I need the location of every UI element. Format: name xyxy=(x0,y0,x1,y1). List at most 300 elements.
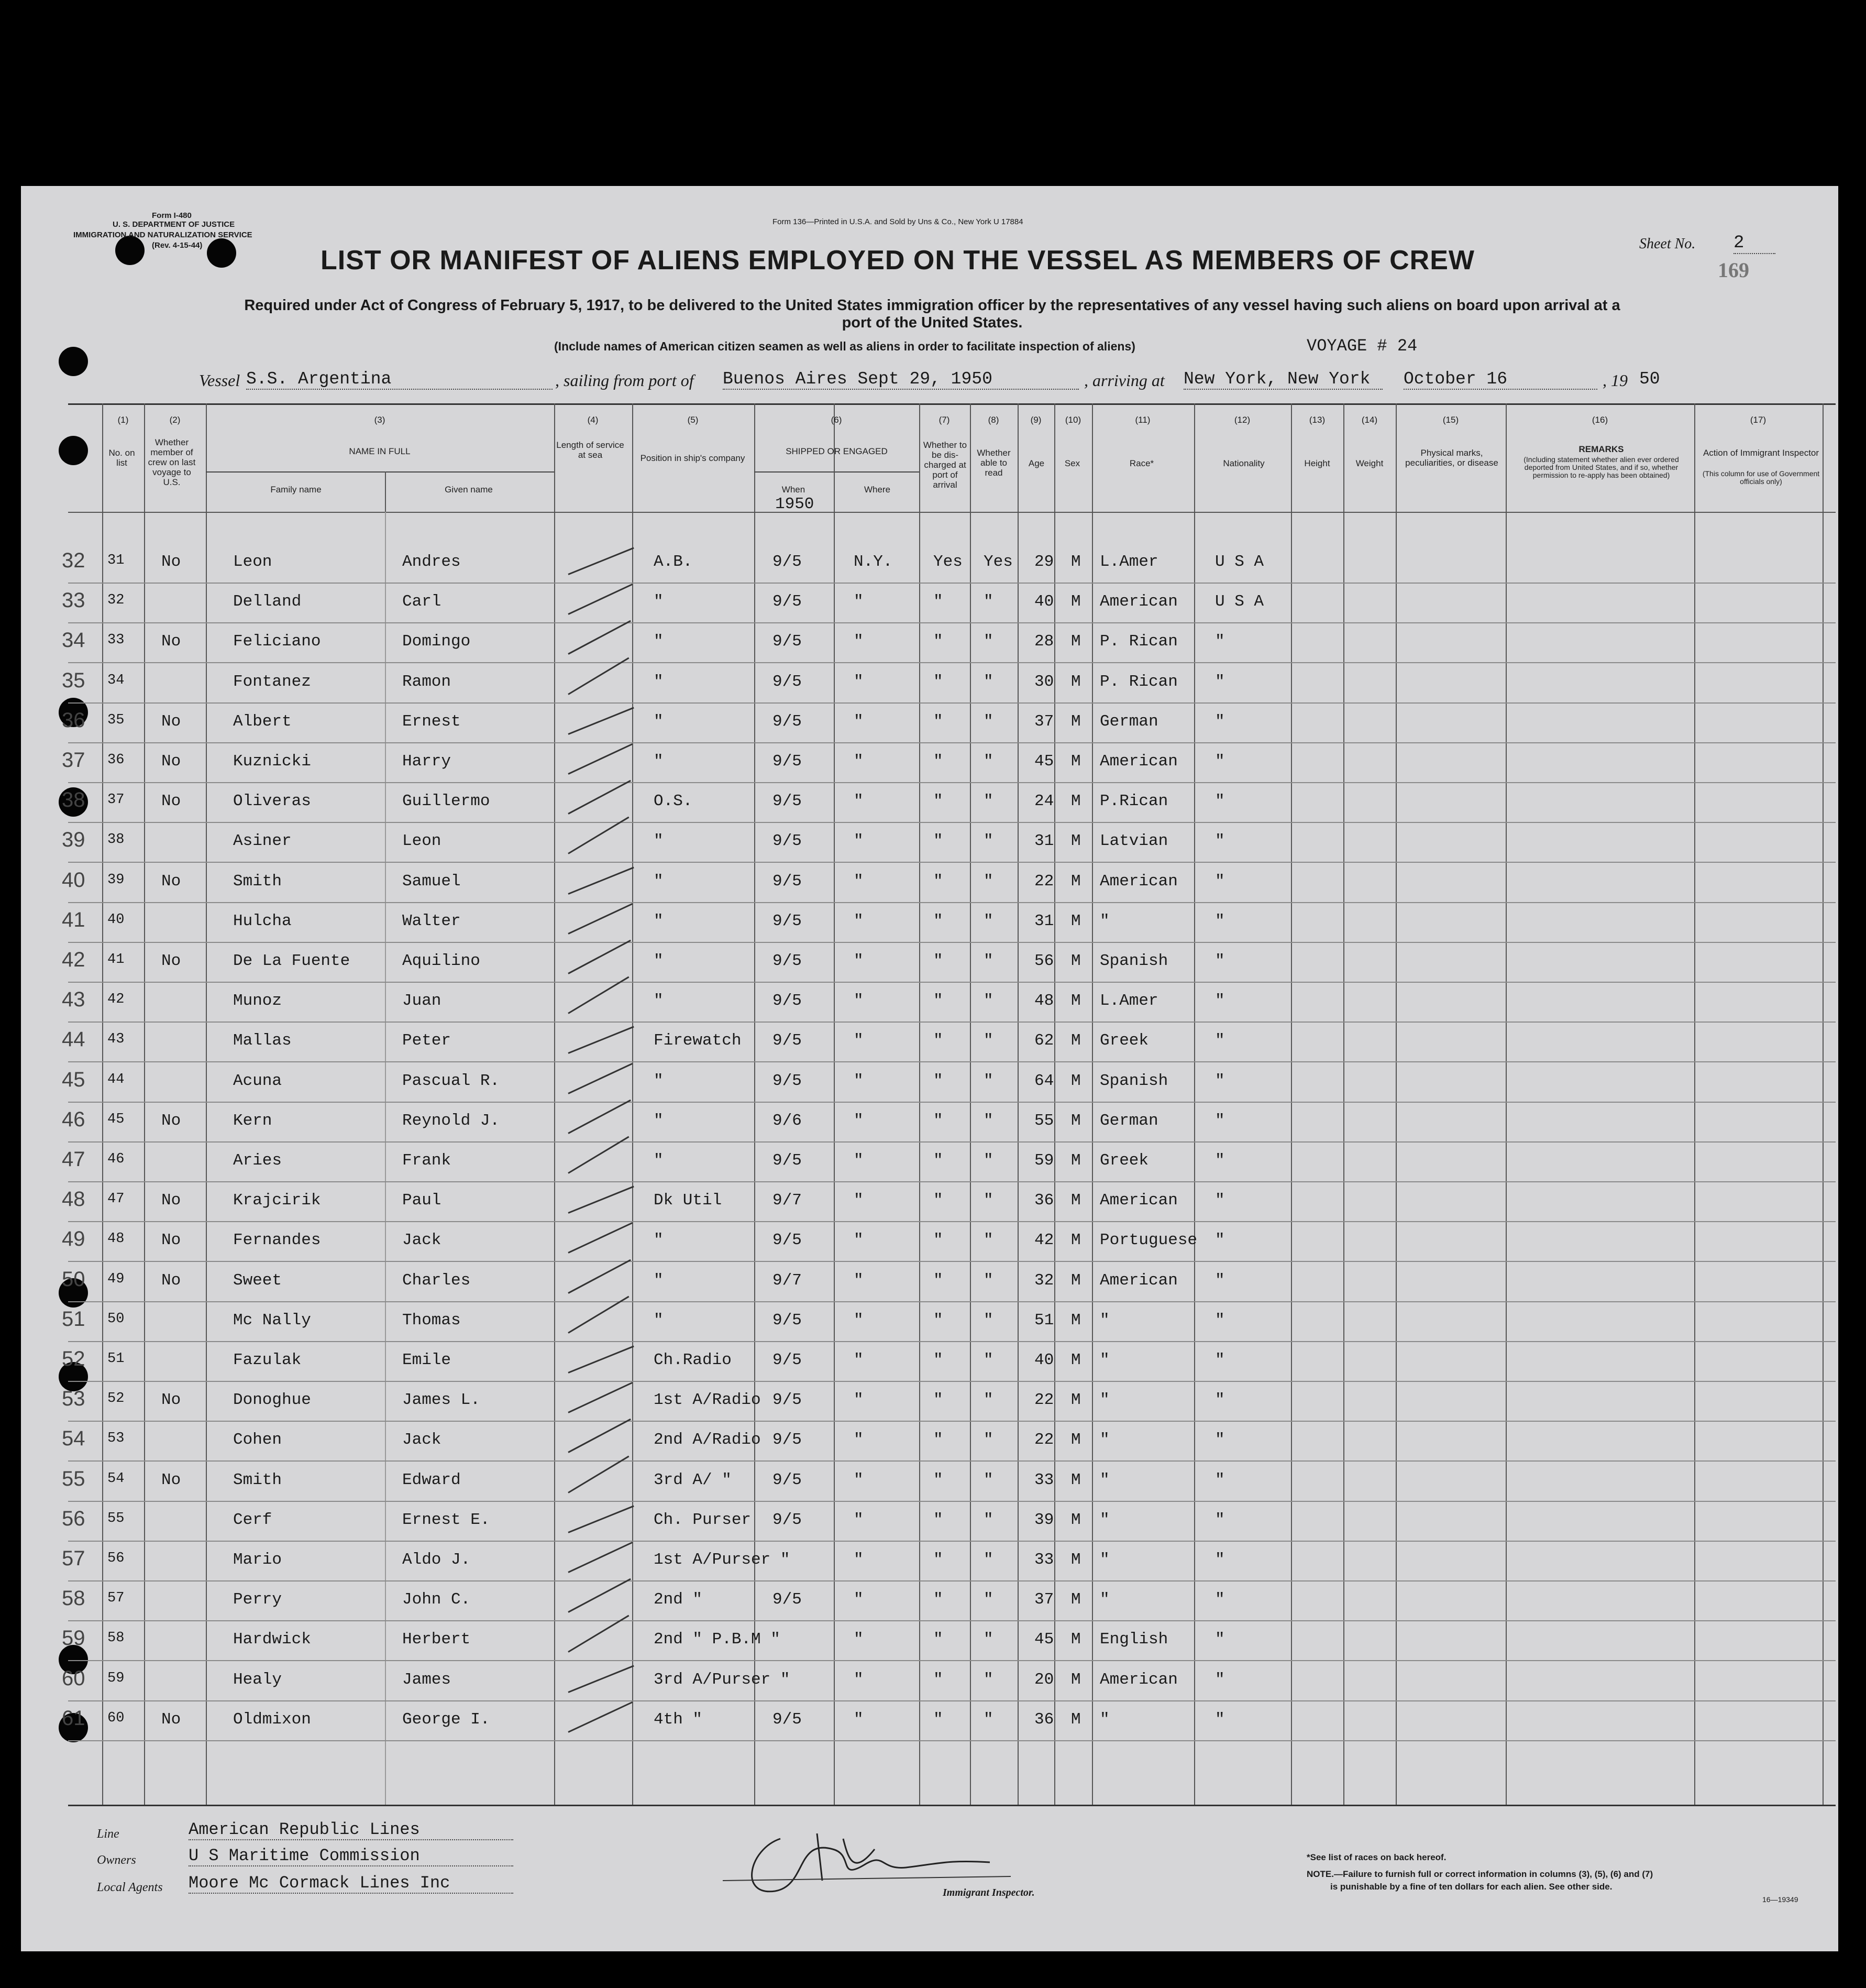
line-value: American Republic Lines xyxy=(189,1820,513,1840)
row-rule xyxy=(68,1061,1836,1062)
shipped-where: " xyxy=(854,752,864,771)
row-rule xyxy=(68,1022,1836,1023)
given-name: Herbert xyxy=(402,1630,471,1649)
discharged: " xyxy=(933,792,943,811)
given-name: Leon xyxy=(402,832,441,851)
line-number: 35 xyxy=(62,668,85,692)
shipped-where: " xyxy=(854,792,864,811)
given-name: Domingo xyxy=(402,632,471,651)
shipped-when: 9/5 xyxy=(772,752,802,771)
family-name: Perry xyxy=(233,1590,282,1609)
discharged: Yes xyxy=(933,553,963,571)
discharged: " xyxy=(933,592,943,611)
list-number: 58 xyxy=(107,1630,125,1646)
discharged: " xyxy=(933,712,943,731)
list-number: 54 xyxy=(107,1470,125,1487)
shipped-where: " xyxy=(854,1111,864,1130)
list-number: 43 xyxy=(107,1031,125,1048)
year-prefix: , 19 xyxy=(1603,371,1628,390)
able-to-read: " xyxy=(984,1231,993,1250)
line-number: 37 xyxy=(62,749,85,772)
header-inspector-note: (This column for use of Government officials only) xyxy=(1702,469,1820,486)
row-rule xyxy=(68,862,1836,863)
discharged: " xyxy=(933,1590,943,1609)
sex: M xyxy=(1071,752,1081,771)
header-discharged: Whether to be dis-charged at port of arrival xyxy=(923,440,967,490)
discharged: " xyxy=(933,1271,943,1290)
line-number: 50 xyxy=(62,1267,85,1291)
row-rule xyxy=(68,1501,1836,1502)
position: " xyxy=(654,1231,664,1250)
shipped-when: 9/5 xyxy=(772,992,802,1011)
line-number: 51 xyxy=(62,1307,85,1331)
age: 28 xyxy=(1034,632,1054,651)
position: " xyxy=(654,992,664,1011)
given-name: Guillermo xyxy=(402,792,490,811)
age: 45 xyxy=(1034,1630,1054,1649)
column-number: (1) xyxy=(117,415,129,425)
able-to-read: " xyxy=(984,632,993,651)
header-subdivider xyxy=(834,471,835,512)
shipped-where: " xyxy=(854,992,864,1011)
line-number: 53 xyxy=(62,1387,85,1411)
list-number: 59 xyxy=(107,1670,125,1686)
age: 56 xyxy=(1034,952,1054,970)
line-number: 56 xyxy=(62,1507,85,1530)
row-rule xyxy=(68,1580,1836,1581)
sex: M xyxy=(1071,1391,1081,1410)
line-number: 41 xyxy=(62,908,85,931)
list-number: 51 xyxy=(107,1351,125,1367)
column-divider xyxy=(1194,403,1195,1805)
race: Spanish xyxy=(1100,952,1168,970)
shipped-where: " xyxy=(854,1071,864,1090)
sex: M xyxy=(1071,1271,1081,1290)
able-to-read: " xyxy=(984,1551,993,1569)
age: 37 xyxy=(1034,1590,1054,1609)
last-voyage: No xyxy=(161,1391,181,1410)
list-number: 41 xyxy=(107,952,125,968)
family-name: Kuznicki xyxy=(233,752,311,771)
discharged: " xyxy=(933,1470,943,1489)
year-1950: 1950 xyxy=(775,495,814,513)
sex: M xyxy=(1071,911,1081,930)
age: 64 xyxy=(1034,1071,1054,1090)
nationality: " xyxy=(1215,1510,1225,1529)
shipped-when: 9/5 xyxy=(772,1151,802,1170)
header-remarks: REMARKS xyxy=(1578,444,1624,454)
department: U. S. DEPARTMENT OF JUSTICE xyxy=(113,220,235,229)
list-number: 37 xyxy=(107,792,125,808)
punch-hole xyxy=(59,347,88,376)
race: American xyxy=(1100,1670,1178,1689)
discharged: " xyxy=(933,752,943,771)
given-name: Carl xyxy=(402,592,441,611)
list-number: 31 xyxy=(107,553,125,568)
punch-hole xyxy=(59,436,88,465)
line-number: 60 xyxy=(62,1666,85,1690)
agents-label: Local Agents xyxy=(97,1881,163,1894)
shipped-where: " xyxy=(854,672,864,691)
shipped-when: 9/5 xyxy=(772,672,802,691)
line-number: 38 xyxy=(62,788,85,812)
note-line-2: is punishable by a fine of ten dollars for each alien. See other side. xyxy=(1330,1882,1613,1892)
family-name: Fontanez xyxy=(233,672,311,691)
discharged: " xyxy=(933,1031,943,1050)
last-voyage: No xyxy=(161,1271,181,1290)
list-number: 48 xyxy=(107,1231,125,1247)
position: Firewatch xyxy=(654,1031,742,1050)
row-rule xyxy=(68,942,1836,943)
column-divider xyxy=(1506,403,1507,1805)
position: 2nd " P.B.M " xyxy=(654,1630,780,1649)
given-name: Ernest E. xyxy=(402,1510,490,1529)
list-number: 40 xyxy=(107,911,125,928)
family-name: Asiner xyxy=(233,832,292,851)
able-to-read: " xyxy=(984,1271,993,1290)
family-name: Hardwick xyxy=(233,1630,311,1649)
race: " xyxy=(1100,1311,1110,1330)
position: " xyxy=(654,712,664,731)
age: 20 xyxy=(1034,1670,1054,1689)
race: Portuguese xyxy=(1100,1231,1198,1250)
shipped-when: 9/5 xyxy=(772,1590,802,1609)
given-name: Aquilino xyxy=(402,952,480,970)
race: American xyxy=(1100,1271,1178,1290)
last-voyage: No xyxy=(161,952,181,970)
position: " xyxy=(654,1111,664,1130)
line-number: 52 xyxy=(62,1347,85,1370)
discharged: " xyxy=(933,832,943,851)
position: " xyxy=(654,632,664,651)
line-number: 46 xyxy=(62,1107,85,1131)
age: 59 xyxy=(1034,1151,1054,1170)
nationality: " xyxy=(1215,1071,1225,1090)
header-sex: Sex xyxy=(1064,458,1080,468)
row-rule xyxy=(68,1700,1836,1701)
row-rule xyxy=(68,1221,1836,1222)
sex: M xyxy=(1071,792,1081,811)
sex: M xyxy=(1071,1351,1081,1369)
race: " xyxy=(1100,1510,1110,1529)
row-rule xyxy=(68,1261,1836,1262)
given-name: Pascual R. xyxy=(402,1071,500,1090)
column-divider xyxy=(919,403,920,1805)
shipped-where: " xyxy=(854,1551,864,1569)
column-number: (11) xyxy=(1135,415,1151,425)
discharged: " xyxy=(933,872,943,891)
last-voyage: No xyxy=(161,712,181,731)
shipped-when: 9/5 xyxy=(772,1710,802,1729)
shipped-where: " xyxy=(854,1431,864,1449)
column-number: (6) xyxy=(831,415,842,425)
shipped-where: " xyxy=(854,1710,864,1729)
nationality: " xyxy=(1215,1630,1225,1649)
sailing-label: , sailing from port of xyxy=(555,371,694,390)
column-divider xyxy=(632,403,633,1805)
given-name: Charles xyxy=(402,1271,471,1290)
shipped-when: 9/5 xyxy=(772,1071,802,1090)
race: " xyxy=(1100,911,1110,930)
race: P. Rican xyxy=(1100,672,1178,691)
shipped-where: " xyxy=(854,1630,864,1649)
column-divider xyxy=(1396,403,1397,1805)
able-to-read: " xyxy=(984,911,993,930)
column-divider xyxy=(1018,403,1019,1805)
able-to-read: " xyxy=(984,1470,993,1489)
list-number: 39 xyxy=(107,872,125,888)
family-name: Cerf xyxy=(233,1510,272,1529)
position: " xyxy=(654,1311,664,1330)
family-name: Mc Nally xyxy=(233,1311,311,1330)
nationality: " xyxy=(1215,1670,1225,1689)
last-voyage: No xyxy=(161,872,181,891)
list-number: 46 xyxy=(107,1151,125,1167)
nationality: " xyxy=(1215,712,1225,731)
line-number: 33 xyxy=(62,589,85,612)
able-to-read: " xyxy=(984,1710,993,1729)
header-race: Race* xyxy=(1129,458,1154,468)
age: 39 xyxy=(1034,1510,1054,1529)
row-rule xyxy=(68,1341,1836,1342)
shipped-where: " xyxy=(854,1351,864,1369)
sex: M xyxy=(1071,592,1081,611)
given-name: Samuel xyxy=(402,872,461,891)
sex: M xyxy=(1071,992,1081,1011)
line-number: 57 xyxy=(62,1547,85,1570)
position: " xyxy=(654,672,664,691)
row-rule xyxy=(68,583,1836,584)
given-name: James L. xyxy=(402,1391,480,1410)
arrival-date: October 16 xyxy=(1404,369,1597,390)
family-name: Kern xyxy=(233,1111,272,1130)
position: Ch. Purser xyxy=(654,1510,752,1529)
list-number: 36 xyxy=(107,752,125,768)
header-able-to-read: Whether able to read xyxy=(977,448,1011,478)
position: " xyxy=(654,592,664,611)
note-line-1: NOTE.—Failure to furnish full or correct information in columns (3), (5), (6) and (7) xyxy=(1307,1869,1653,1879)
shipped-where: N.Y. xyxy=(854,553,893,571)
row-rule xyxy=(68,1541,1836,1542)
stamp-number: 169 xyxy=(1718,258,1749,282)
able-to-read: " xyxy=(984,1151,993,1170)
shipped-when: 9/5 xyxy=(772,1311,802,1330)
position: A.B. xyxy=(654,553,693,571)
shipped-when: 9/5 xyxy=(772,553,802,571)
nationality: " xyxy=(1215,832,1225,851)
shipped-when: 9/5 xyxy=(772,1470,802,1489)
row-rule xyxy=(68,662,1836,663)
column-divider xyxy=(834,403,835,1805)
family-name: Mario xyxy=(233,1551,282,1569)
given-name: John C. xyxy=(402,1590,471,1609)
year-suffix: 50 xyxy=(1639,369,1660,389)
nationality: " xyxy=(1215,911,1225,930)
line-number: 42 xyxy=(62,948,85,971)
nationality: " xyxy=(1215,1191,1225,1210)
nationality: " xyxy=(1215,1311,1225,1330)
row-rule xyxy=(68,1620,1836,1621)
column-divider xyxy=(554,403,555,1805)
able-to-read: " xyxy=(984,672,993,691)
column-number: (3) xyxy=(374,415,385,425)
given-name: Reynold J. xyxy=(402,1111,500,1130)
last-voyage: No xyxy=(161,752,181,771)
header-when: When xyxy=(781,485,805,495)
header-age: Age xyxy=(1028,458,1045,468)
race: L.Amer xyxy=(1100,553,1158,571)
list-number: 34 xyxy=(107,672,125,688)
discharged: " xyxy=(933,911,943,930)
row-rule xyxy=(68,1460,1836,1462)
vessel-label: Vessel xyxy=(199,371,240,390)
list-number: 38 xyxy=(107,832,125,848)
shipped-when: 9/5 xyxy=(772,911,802,930)
nationality: " xyxy=(1215,1111,1225,1130)
name-divider xyxy=(385,512,386,1805)
sex: M xyxy=(1071,1151,1081,1170)
line-number: 39 xyxy=(62,828,85,852)
given-name: Ramon xyxy=(402,672,451,691)
family-name: Krajcirik xyxy=(233,1191,321,1210)
sex: M xyxy=(1071,712,1081,731)
owners-value: U S Maritime Commission xyxy=(189,1846,513,1866)
sex: M xyxy=(1071,1590,1081,1609)
able-to-read: " xyxy=(984,1630,993,1649)
row-rule xyxy=(68,1301,1836,1302)
sex: M xyxy=(1071,1470,1081,1489)
age: 22 xyxy=(1034,872,1054,891)
nationality: " xyxy=(1215,1710,1225,1729)
line-number: 36 xyxy=(62,708,85,732)
list-number: 49 xyxy=(107,1271,125,1287)
vessel-name: S.S. Argentina xyxy=(246,369,553,390)
inspector-label: Immigrant Inspector. xyxy=(943,1887,1035,1898)
column-divider xyxy=(1343,403,1344,1805)
nationality: " xyxy=(1215,752,1225,771)
given-name: Harry xyxy=(402,752,451,771)
sex: M xyxy=(1071,1551,1081,1569)
race: Greek xyxy=(1100,1031,1149,1050)
page-title: LIST OR MANIFEST OF ALIENS EMPLOYED ON THE VESSEL AS MEMBERS OF CREW xyxy=(321,245,1475,276)
column-number: (8) xyxy=(988,415,999,425)
arrival-port: New York, New York xyxy=(1184,369,1383,390)
arriving-label: , arriving at xyxy=(1084,371,1165,390)
shipped-when: 9/5 xyxy=(772,1510,802,1529)
family-name: Donoghue xyxy=(233,1391,311,1410)
age: 36 xyxy=(1034,1191,1054,1210)
header-height: Height xyxy=(1304,458,1330,468)
race: " xyxy=(1100,1351,1110,1369)
column-divider xyxy=(754,403,755,1805)
shipped-where: " xyxy=(854,592,864,611)
able-to-read: " xyxy=(984,792,993,811)
shipped-when: 9/5 xyxy=(772,1351,802,1369)
given-name: James xyxy=(402,1670,451,1689)
header-name-in-full: NAME IN FULL xyxy=(349,446,411,456)
given-name: Emile xyxy=(402,1351,451,1369)
sex: M xyxy=(1071,952,1081,970)
shipped-where: " xyxy=(854,1311,864,1330)
family-name: De La Fuente xyxy=(233,952,350,970)
sex: M xyxy=(1071,632,1081,651)
nationality: " xyxy=(1215,1551,1225,1569)
position: " xyxy=(654,872,664,891)
column-divider xyxy=(1291,403,1292,1805)
shipped-when: 9/5 xyxy=(772,1231,802,1250)
list-number: 35 xyxy=(107,712,125,728)
column-divider xyxy=(144,403,145,1805)
race: American xyxy=(1100,1191,1178,1210)
given-name: Edward xyxy=(402,1470,461,1489)
row-rule xyxy=(68,1740,1836,1741)
given-name: George I. xyxy=(402,1710,490,1729)
nationality: " xyxy=(1215,792,1225,811)
header-physical-marks: Physical marks, peculiarities, or disease xyxy=(1405,448,1498,468)
voyage-number: VOYAGE # 24 xyxy=(1307,336,1418,356)
sheet-number: 2 xyxy=(1733,233,1775,254)
list-number: 47 xyxy=(107,1191,125,1207)
race: P. Rican xyxy=(1100,632,1178,651)
row-rule xyxy=(68,1660,1836,1661)
given-name: Ernest xyxy=(402,712,461,731)
race: Latvian xyxy=(1100,832,1168,851)
line-number: 47 xyxy=(62,1148,85,1171)
race: L.Amer xyxy=(1100,992,1158,1011)
family-name: Delland xyxy=(233,592,302,611)
list-number: 56 xyxy=(107,1551,125,1566)
position: " xyxy=(654,832,664,851)
family-name: Healy xyxy=(233,1670,282,1689)
sex: M xyxy=(1071,1071,1081,1090)
able-to-read: " xyxy=(984,1670,993,1689)
able-to-read: " xyxy=(984,992,993,1011)
position: " xyxy=(654,752,664,771)
column-number: (7) xyxy=(938,415,950,425)
row-rule xyxy=(68,902,1836,903)
discharged: " xyxy=(933,1311,943,1330)
able-to-read: " xyxy=(984,1590,993,1609)
family-name: Oldmixon xyxy=(233,1710,311,1729)
shipped-when: 9/7 xyxy=(772,1271,802,1290)
list-number: 55 xyxy=(107,1510,125,1526)
given-name: Frank xyxy=(402,1151,451,1170)
age: 42 xyxy=(1034,1231,1054,1250)
sex: M xyxy=(1071,872,1081,891)
line-number: 45 xyxy=(62,1068,85,1091)
family-name: Hulcha xyxy=(233,911,292,930)
able-to-read: " xyxy=(984,1191,993,1210)
able-to-read: " xyxy=(984,1111,993,1130)
races-note: *See list of races on back hereof. xyxy=(1307,1852,1447,1862)
able-to-read: " xyxy=(984,752,993,771)
age: 62 xyxy=(1034,1031,1054,1050)
shipped-where: " xyxy=(854,952,864,970)
line-number: 44 xyxy=(62,1028,85,1051)
shipped-where: " xyxy=(854,1670,864,1689)
position: 3rd A/ " xyxy=(654,1470,732,1489)
nationality: " xyxy=(1215,1031,1225,1050)
last-voyage: No xyxy=(161,1191,181,1210)
header-position: Position in ship's company xyxy=(640,453,745,463)
able-to-read: " xyxy=(984,1431,993,1449)
requirement-text: Required under Act of Congress of February 5, 1917, to be delivered to the United States immigration officer by the representatives of any vessel having such aliens on board upon arrival at a port of the United States. xyxy=(244,297,1620,331)
position: " xyxy=(654,911,664,930)
printer-line: Form 136—Printed in U.S.A. and Sold by Uns & Co., New York U 17884 xyxy=(772,217,1023,226)
age: 22 xyxy=(1034,1391,1054,1410)
row-rule xyxy=(68,982,1836,983)
header-nationality: Nationality xyxy=(1223,458,1265,468)
